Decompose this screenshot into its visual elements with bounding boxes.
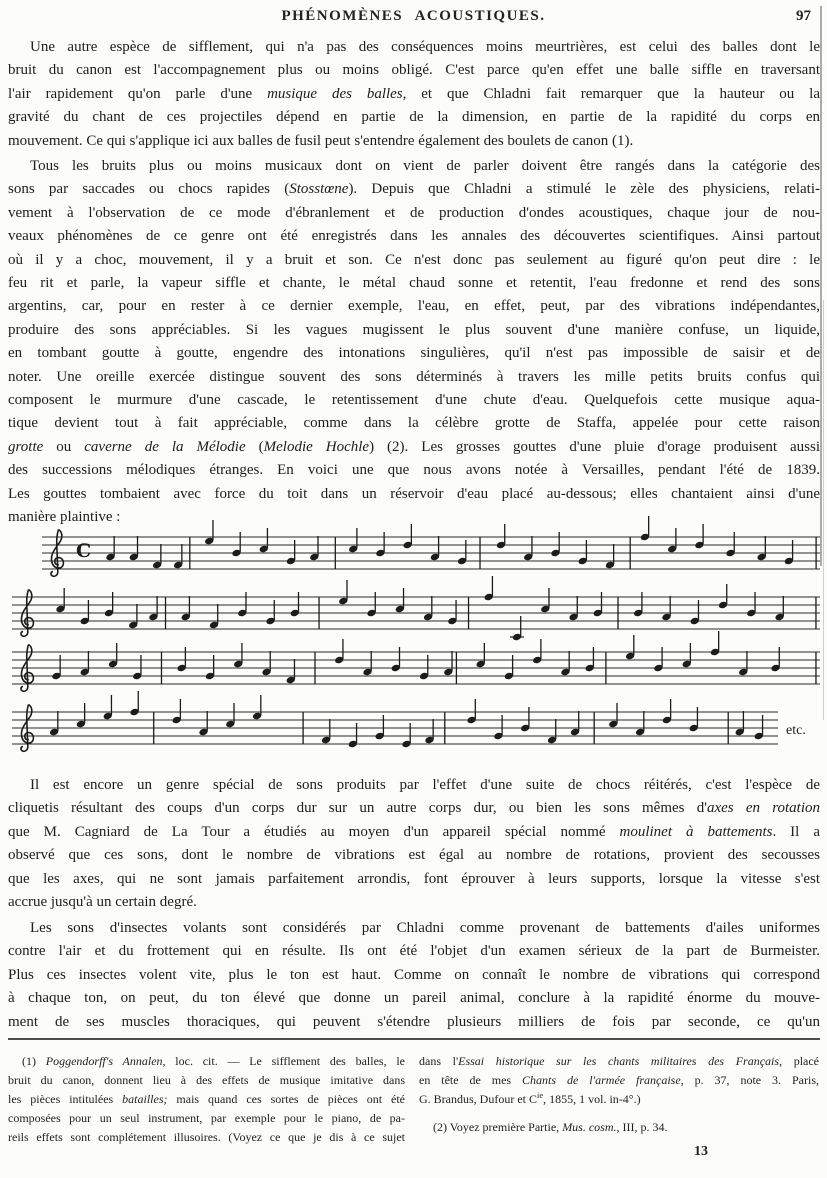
note-head [132,672,142,681]
text-line: bruit du canon est l'accompagnement plus ou moins obligé. C'est parce qu'en effet une balle siffle en traversant [8,62,820,79]
text-line: l'air rapidement qu'on parle d'une musique des balles, et que Chladni fait remarquer que la hauteur ou la [8,85,821,102]
text-line: Il est encore un genre spécial de sons produits par l'effet d'une suite de chocs réitérés, c'est l'espèce de [30,777,820,793]
note-head [682,660,692,669]
footnote-left-column [8,1052,405,1147]
text-line: noter. Une oreille exercée distingue souvent des sons déterminés à travers les mille petits bruits confus qui [8,368,820,385]
note-head [362,668,372,677]
note-head [237,609,247,618]
text-line: les pièces intitulées batailles; mais quand ces sortes de pièces ont été [8,1092,406,1106]
note-head [625,652,635,661]
note-head [51,672,61,681]
text-line: composent le murmure d'une cascade, le retentissement d'une chute d'eau. Quelquefois cette musique aqua- [8,392,820,409]
note-head [375,732,385,741]
note-head [784,557,794,566]
note-head [710,648,720,657]
note-head [443,668,453,677]
note-head [334,656,344,665]
text-line: reils effets sont complétement illusoires. (Voyez ce que je dis à ce sujet [8,1130,405,1144]
note-head [252,712,262,721]
note-head [266,617,276,626]
note-head [690,617,700,626]
text-line: accrue jusqu'à un certain degré. [8,894,197,911]
text-line: manière plaintive : [8,509,121,526]
paragraph-rotating-axes [8,774,820,914]
note-head [108,660,118,669]
text-line: sons par saccades ou chocs rapides (Stosstœne). Depuis que Chladni a stimulé le zèle des physiciens, relati- [8,181,820,198]
note-head [104,609,114,618]
note-head [209,621,219,630]
note-head [523,553,533,562]
note-head [457,557,467,566]
note-head [738,668,748,677]
paragraph-percussive-sounds [8,155,820,530]
note-head [309,553,319,562]
note-head [484,593,494,602]
text-line: que M. Cagniard de La Tour a étudiés au moyen d'un appareil spécial nommé moulinet à battements. Il a [8,823,820,840]
paragraph-insect-sounds [8,917,820,1034]
note-head [662,716,672,725]
note-head [423,613,433,622]
note-head [172,716,182,725]
note-head [605,561,615,570]
note-head [401,740,411,749]
note-head [653,664,663,673]
note-head [725,549,735,558]
text-line: Les sons d'insectes volants sont considérés par Chladni comme provenant de battements d'ailes uniformes [30,920,820,936]
note-head [532,656,542,665]
etc-label: etc. [786,723,806,738]
note-head [578,557,588,566]
note-head [286,557,296,566]
footnote-right-column [419,1052,819,1137]
text-line: des successions mélodiques étranges. En voici une que nous avons notée à Versailles, pendant l'été de 1839. [8,462,820,479]
note-head [395,605,405,614]
note-head [225,720,235,729]
note-head [55,605,65,614]
text-line: Une autre espèce de sifflement, qui n'a pas des conséquences moins meurtrières, est celui des balles dont le [30,39,820,55]
note-head [520,724,530,733]
note-head [130,708,140,717]
note-head [403,541,413,550]
treble-clef-icon [51,530,63,577]
text-line: Tous les bruits plus ou moins musicaux dont on vient de parler doivent être rangés dans la catégorie des [30,158,820,174]
note-head [757,553,767,562]
text-line: (1) Poggendorff's Annalen, loc. cit. — Le sifflement des balles, le [22,1054,405,1068]
note-head [177,664,187,673]
note-head [233,660,243,669]
note-head [204,537,214,546]
note-head [775,613,785,622]
text-line: (2) Voyez première Partie, Mus. cosm., III, p. 34. [433,1120,668,1134]
note-head [348,740,358,749]
music-staff [12,574,827,654]
note-head [76,720,86,729]
note-head [718,601,728,610]
note-head [103,712,113,721]
note-head [286,676,296,685]
note-head [290,609,300,618]
note-head [129,553,139,562]
text-line: mouvement. Ce qui s'applique ici aux balles de fusil peut s'entendre également des boulets de canon (1). [8,132,634,149]
text-line: Plus ces insectes volent vite, plus le ton est haut. Comme on connaît le nombre de vibrations qui correspond [8,966,820,983]
note-head [746,609,756,618]
text-line: vement à l'observation de ce mode d'ébranlement et de production d'ondes acoustiques, chaque jour de nou- [8,204,820,221]
text-line: ment de ses muscles thoraciques, qui peuvent s'étendre plusieurs milliers de fois par seconde, ce qu'un [8,1013,820,1030]
note-head [476,660,486,669]
footnote-1-continuation [419,1052,819,1109]
note-head [635,728,645,737]
note-head [735,728,745,737]
note-head [321,736,331,745]
note-head [173,561,183,570]
note-head [261,668,271,677]
text-line: gravité du chant de ces projectiles dépend en partie de la dimension, en partie de la rapidité du corps en [8,109,820,126]
note-head [633,609,643,618]
note-head [105,553,115,562]
note-head [367,609,377,618]
music-staff [12,689,827,769]
note-head [640,533,650,542]
note-head [348,545,358,554]
text-line: où il y a choc, mouvement, il y a bruit et son. Ce n'est donc pas seulement au figuré qu'on peut dire : le [8,251,820,268]
text-line: en tête de mes Chants de l'armée française, p. 37, note 3. Paris, [419,1073,819,1087]
note-head [152,561,162,570]
note-head [80,617,90,626]
text-line: cliquetis résultant des coups d'un corps dur sur un autre corps dur, ou bien les sons mêmes d'axes en rotation [8,800,820,817]
note-head [338,597,348,606]
footnote-2 [419,1118,819,1137]
note-head [570,728,580,737]
note-head [560,668,570,677]
note-head [512,633,522,642]
note-head [419,672,429,681]
text-line: à chaque ton, on peut, du ton élevé que donne un pareil animal, conclure à la rapidité énorme du mouve- [8,990,820,1007]
page-number: 97 [796,8,811,24]
treble-clef-icon [21,645,33,692]
music-staff [12,629,827,709]
footnote-separator [8,1038,820,1040]
text-line: G. Brandus, Dufour et $C^{ie}$, 1855, 1 vol. in-4°.) [419,1090,641,1106]
text-line: contre l'air et du frottement qui en résulte. Ils ont été l'objet d'un examen sérieux de la part de Burmeister. [8,943,820,960]
note-head [593,609,603,618]
note-head [205,672,215,681]
note-head [608,720,618,729]
note-head [550,549,560,558]
note-head [467,716,477,725]
note-head [181,613,191,622]
note-head [661,613,671,622]
note-head [198,728,208,737]
note-head [569,613,579,622]
time-signature: C [76,540,92,562]
scan-edge-artifact [823,300,824,720]
note-head [391,664,401,673]
treble-clef-icon [21,705,33,752]
note-head [231,549,241,558]
note-head [128,621,138,630]
text-line: observé que ces sons, dont le nombre de vibrations est égal au nombre de rotations, provient des secousses [8,847,820,864]
note-head [148,613,158,622]
note-head [754,732,764,741]
note-head [447,617,457,626]
note-head [259,545,269,554]
text-line: argentins, car, pour en rester à ce dernier exemple, l'eau, en effet, peut, par des vibrations indépendantes, [8,298,820,315]
note-head [430,553,440,562]
text-line: produire des sons appréciables. Si les vagues mugissent le plus souvent d'une manière confuse, un liquide, [8,321,820,338]
text-line: tique devient tout à fait appréciable, comme dans la célèbre grotte de Staffa, appelée pour cette raison [8,415,820,432]
note-head [424,736,434,745]
note-head [667,545,677,554]
signature-mark: 13 [694,1144,708,1159]
text-line: en tombant goutte à goutte, engendre des intonations singulières, qu'il n'est pas impossible de saisir et de [8,345,820,362]
text-line: Les gouttes tombaient avec force du toit dans un réservoir d'eau placé au-dessous; elles chantaient ainsi d'une [8,485,820,502]
text-line: feu rit et parle, la vapeur siffle et chante, le métal chaud sonne et retentit, l'eau fredonne et rend des sons [8,275,820,292]
note-head [585,664,595,673]
note-head [694,541,704,550]
note-head [540,605,550,614]
note-head [547,736,557,745]
note-head [375,549,385,558]
text-line: veaux phénomènes de ce genre ont été enregistrés dans les annales des découvertes scientifiques. Ainsi partout [8,228,820,245]
note-head [504,672,514,681]
scan-edge-artifact [820,6,822,566]
note-head [689,724,699,733]
paragraph-bullets-whistle [8,36,820,153]
note-head [771,664,781,673]
note-head [496,541,506,550]
note-head [493,732,503,741]
text-line: dans l'Essai historique sur les chants militaires des Français, placé [419,1054,819,1068]
treble-clef-icon [21,590,33,637]
text-line: composées pour un seul instrument, par exemple pour le piano, de pa- [8,1111,405,1125]
text-line: grotte ou caverne de la Mélodie (Melodie Hochle) (2). Les grosses gouttes d'une pluie d'orage produisent aussi [8,438,820,455]
page-title: PHÉNOMÈNES ACOUSTIQUES. [281,8,546,24]
note-head [49,728,59,737]
note-head [80,668,90,677]
text-line: bruit du canon, donnent lieu à des effets de musique imitative dans [8,1073,405,1087]
text-line: que les axes, qui ne sont jamais parfaitement arrondis, font éprouver à leurs supports, lorsque la vitesse s'est [8,870,820,887]
